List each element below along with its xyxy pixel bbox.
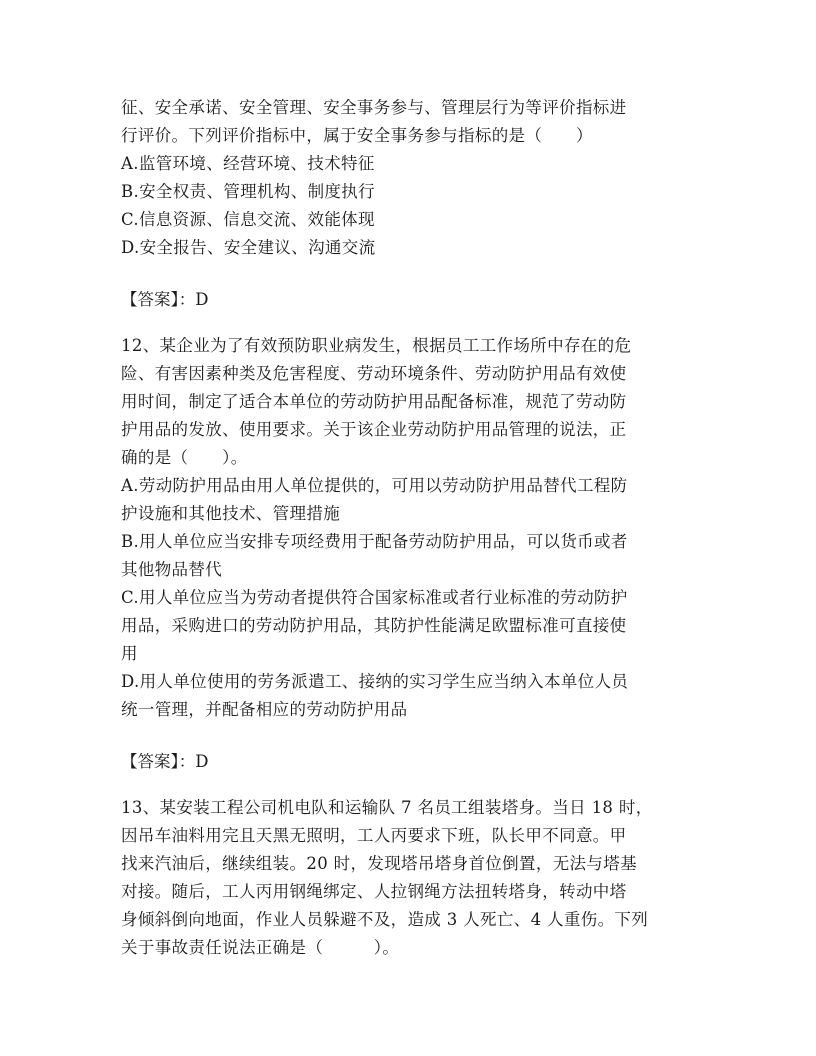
question-stem-line: 对接。随后，工人丙用钢绳绑定、人拉钢绳方法扭转塔身，转动中塔 [121,882,627,901]
option-c-continued: 用品，采购进口的劳动防护用品，其防护性能满足欧盟标准可直接使 [121,616,627,635]
option-d: D.安全报告、安全建议、沟通交流 [121,238,376,257]
page-content [121,94,696,962]
question-stem-line: 行评价。下列评价指标中，属于安全事务参与指标的是（ ） [121,126,593,145]
option-c: C.用人单位应当为劳动者提供符合国家标准或者行业标准的劳动防护 [121,588,628,607]
answer-line: 【答案】：D [121,752,209,771]
question-11 [121,94,696,262]
option-a-continued: 护设施和其他技术、管理措施 [121,504,341,523]
question-stem-line: 用时间，制定了适合本单位的劳动防护用品配备标准，规范了劳动防 [121,392,627,411]
option-b: B.用人单位应当安排专项经费用于配备劳动防护用品，可以货币或者 [121,532,628,551]
question-stem-line: 13、某安装工程公司机电队和运输队 7 名员工组装塔身。当日 18 时， [121,798,653,817]
question-stem-line: 找来汽油后，继续组装。20 时，发现塔吊塔身首位倒置，无法与塔基 [121,854,637,873]
question-12 [121,332,696,724]
option-b-continued: 其他物品替代 [121,560,223,579]
option-d-continued: 统一管理，并配备相应的劳动防护用品 [121,700,408,719]
spacer [121,262,696,286]
question-stem-line: 12、某企业为了有效预防职业病发生，根据员工工作场所中存在的危 [121,336,632,355]
spacer [121,776,696,794]
option-a: A.监管环境、经营环境、技术特征 [121,154,375,173]
question-stem-line: 护用品的发放、使用要求。关于该企业劳动防护用品管理的说法，正 [121,420,627,439]
question-stem-line: 因吊车油料用完且天黑无照明，工人丙要求下班，队长甲不同意。甲 [121,826,627,845]
question-stem-line: 身倾斜倒向地面，作业人员躲避不及，造成 3 人死亡、4 人重伤。下列 [121,910,649,929]
question-13 [121,794,696,962]
option-a: A.劳动防护用品由用人单位提供的，可用以劳动防护用品替代工程防 [121,476,628,495]
option-c-continued: 用 [121,644,138,663]
option-c: C.信息资源、信息交流、效能体现 [121,210,375,229]
question-stem-line: 确的是（ ）。 [121,448,248,467]
answer-line: 【答案】：D [121,290,209,309]
option-d: D.用人单位使用的劳务派遣工、接纳的实习学生应当纳入本单位人员 [121,672,629,691]
spacer [121,724,696,748]
option-b: B.安全权责、管理机构、制度执行 [121,182,375,201]
spacer [121,314,696,332]
question-stem-line: 关于事故责任说法正确是（ ）。 [121,938,400,957]
question-stem-line: 险、有害因素种类及危害程度、劳动环境条件、劳动防护用品有效使 [121,364,627,383]
question-stem-line: 征、安全承诺、安全管理、安全事务参与、管理层行为等评价指标进 [121,98,627,117]
